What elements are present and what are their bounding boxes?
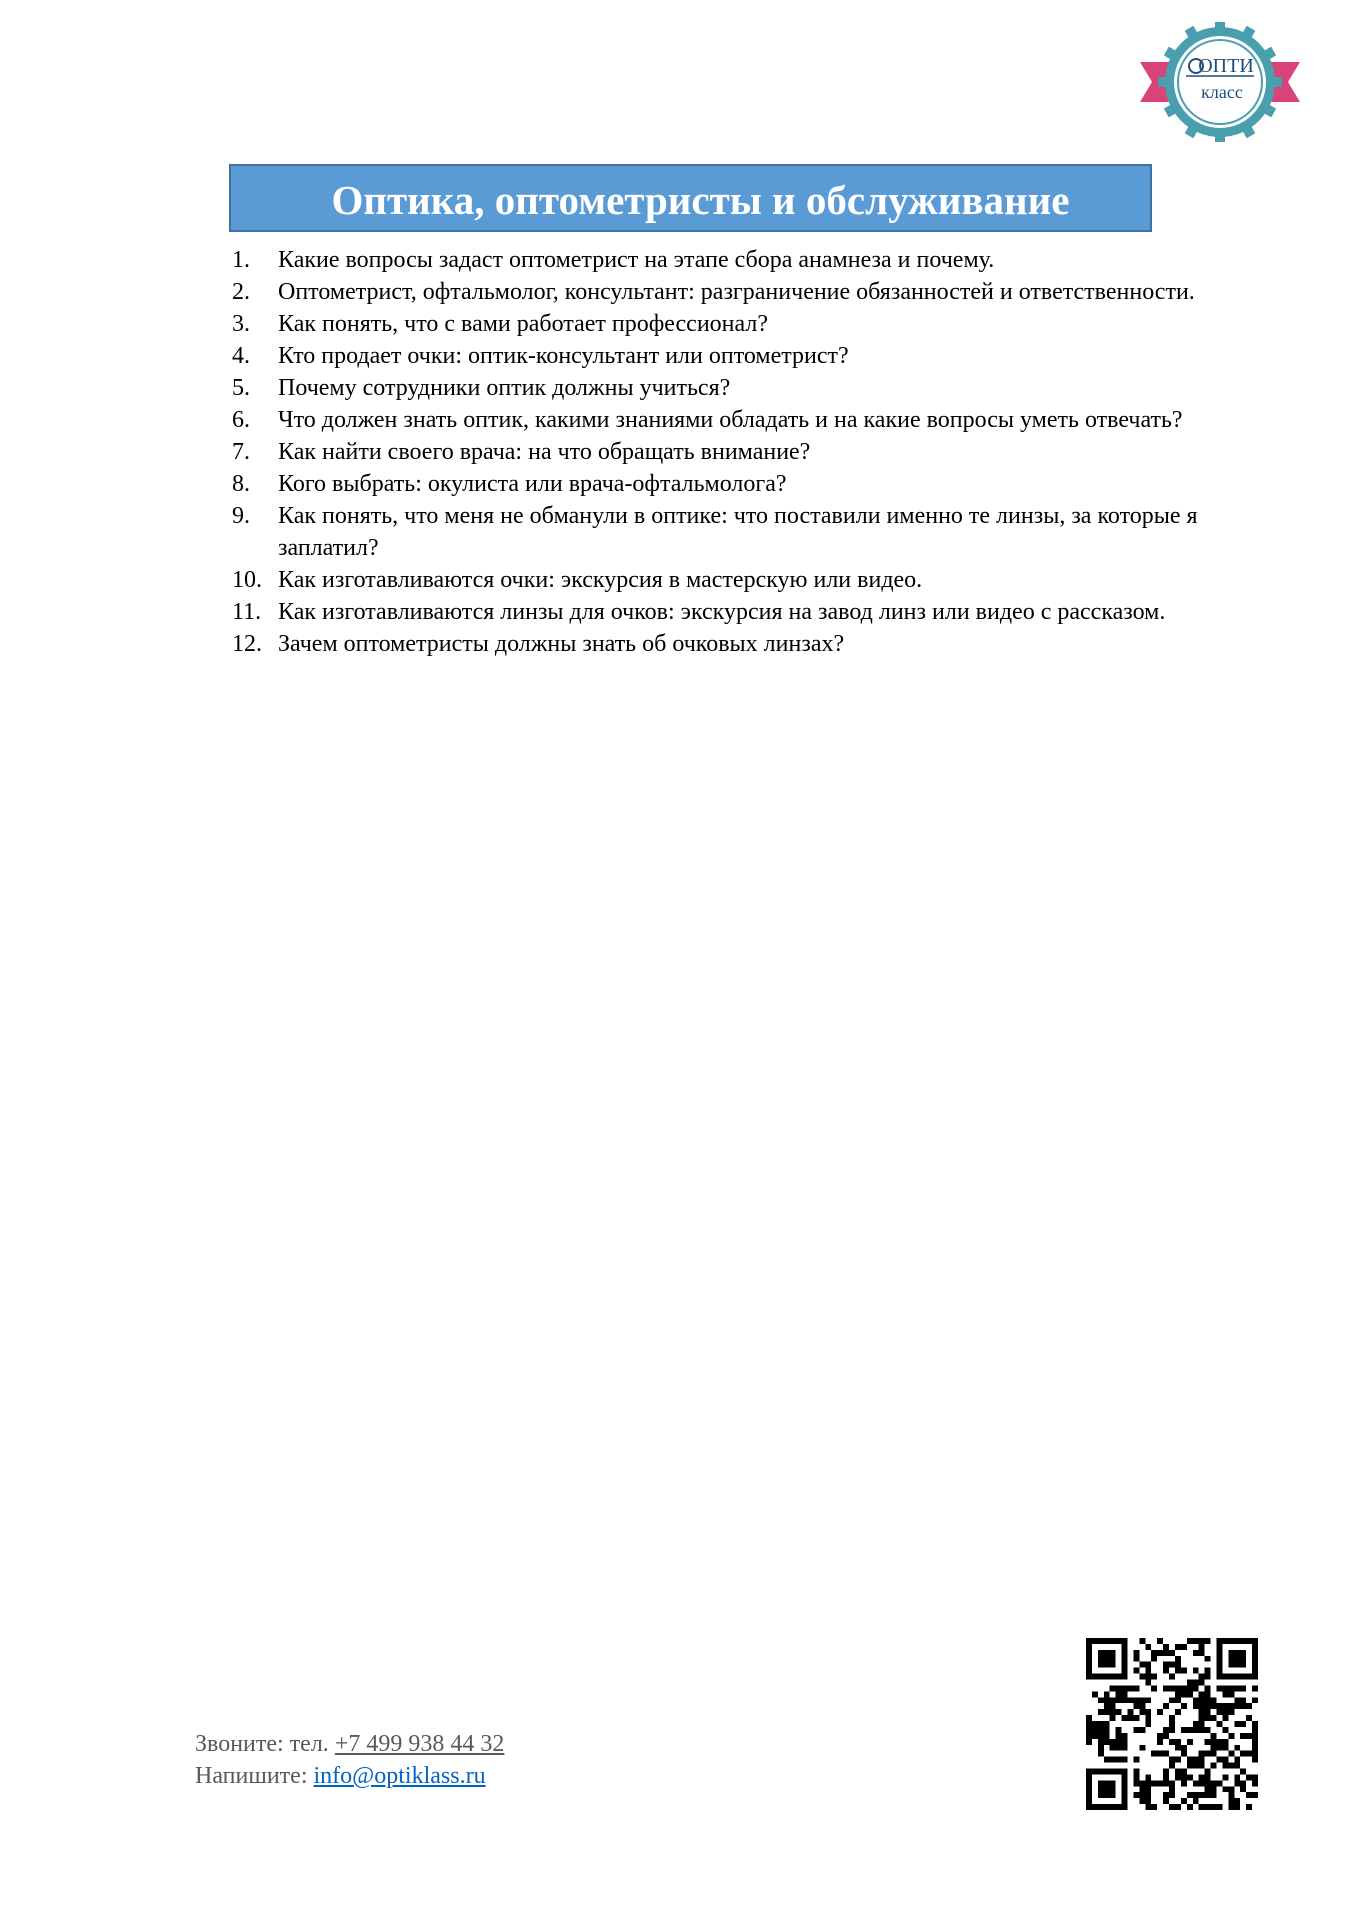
list-item xyxy=(232,276,1242,308)
item-text: Как изготавливаются очки: экскурсия в мастерскую или видео. xyxy=(278,567,923,593)
item-number: 8. xyxy=(232,471,250,497)
list-item xyxy=(232,468,1242,500)
call-label: Звоните: тел. xyxy=(195,1731,335,1757)
item-number: 6. xyxy=(232,407,250,433)
item-number: 5. xyxy=(232,375,250,401)
item-text: Как найти своего врача: на что обращать внимание? xyxy=(278,439,811,465)
item-number: 1. xyxy=(232,247,250,273)
item-text: Кого выбрать: окулиста или врача-офтальмолога? xyxy=(278,471,787,497)
item-number: 4. xyxy=(232,343,250,369)
qr-code[interactable] xyxy=(1086,1638,1258,1810)
item-text: Какие вопросы задаст оптометрист на этапе сбора анамнеза и почему. xyxy=(278,247,995,273)
list-item xyxy=(232,340,1242,372)
write-label: Напишите: xyxy=(195,1763,314,1789)
list-item xyxy=(232,372,1242,404)
item-text: Оптометрист, офтальмолог, консультант: разграничение обязанностей и ответственности. xyxy=(278,279,1195,305)
list-item xyxy=(232,564,1242,596)
title-banner xyxy=(229,164,1152,232)
questions-list xyxy=(232,244,1242,660)
list-item xyxy=(232,596,1242,628)
list-item xyxy=(232,308,1242,340)
item-text: Зачем оптометристы должны знать об очковых линзах? xyxy=(278,631,845,657)
phone-link[interactable]: +7 499 938 44 32 xyxy=(334,1731,505,1757)
item-text: Как понять, что с вами работает профессионал? xyxy=(278,311,769,337)
logo-line2: класс xyxy=(1201,82,1243,102)
item-number: 3. xyxy=(232,311,250,337)
list-item xyxy=(232,628,1242,660)
list-item xyxy=(232,436,1242,468)
phone-line xyxy=(195,1728,504,1760)
item-text: Как изготавливаются линзы для очков: экскурсия на завод линз или видео с рассказом. xyxy=(278,599,1166,625)
contact-block xyxy=(195,1728,504,1792)
logo-line1: ОПТИ xyxy=(1198,55,1254,77)
item-text: Кто продает очки: оптик-консультант или оптометрист? xyxy=(278,343,849,369)
item-text: Что должен знать оптик, какими знаниями обладать и на какие вопросы уметь отвечать? xyxy=(278,407,1183,433)
item-number: 7. xyxy=(232,439,250,465)
email-link[interactable]: info@optiklass.ru xyxy=(313,1763,486,1789)
list-item xyxy=(232,404,1242,436)
item-number: 10. xyxy=(232,567,262,593)
email-line xyxy=(195,1760,504,1792)
item-number: 12. xyxy=(232,631,262,657)
item-number: 2. xyxy=(232,279,250,305)
item-text: Почему сотрудники оптик должны учиться? xyxy=(278,375,731,401)
optiklass-logo xyxy=(1130,22,1310,142)
list-item xyxy=(232,244,1242,276)
item-number: 9. xyxy=(232,503,250,529)
item-number: 11. xyxy=(232,599,262,625)
list-item xyxy=(232,500,1242,564)
item-text: Как понять, что меня не обманули в оптике: что поставили именно те линзы, за которые я заплатил? xyxy=(278,503,1198,561)
page-title: Оптика, оптометристы и обслуживание xyxy=(331,177,1070,223)
